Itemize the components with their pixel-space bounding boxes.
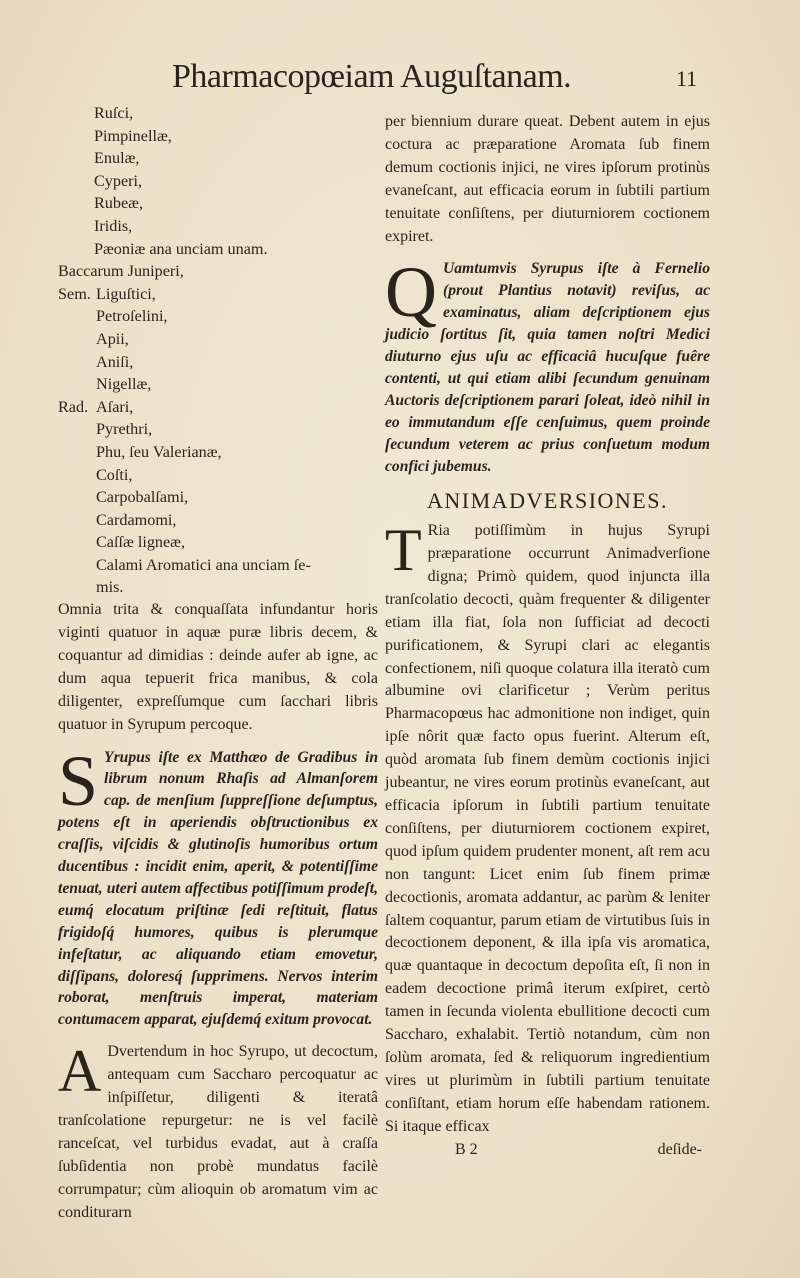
ingredient-name: Carpobalſami, bbox=[96, 488, 189, 507]
ingredient-line bbox=[58, 509, 378, 532]
ingredient-name: Pæoniæ ana unciam unam. bbox=[94, 239, 268, 258]
ingredient-name: mis. bbox=[96, 578, 124, 597]
fernelio-note-text: Uamtumvis Syrupus iſte à Fernelio (prout Plantius notavit) reviſus, ac examinatus, aliam deſcriptionem ejus judicio ſortitus ſit, quia tamen noſtri Medici diuturno ejus uſu ac efficaciâ hucuſque fuêre contenti, ut qui etiam alibi ſecundum genuinam Auctoris deſcriptionem parari ſoleat, ideò nihil in eo immutandum eſſe cenſuimus, quem proinde ſecundum veterem ac prius conſuetum modum confici jubemus. bbox=[385, 260, 710, 475]
animadversiones-text: Ria potiſſimùm in hujus Syrupi præparatione occurrunt Animadverſione digna; Primò quidem, quod injuncta illa tranſcolatio decocti, quàm frequenter & diligenter etiam illa fiat, ſola non ſufficiat ad decocti purificationem, & Syrupi clari ac elegantis confectionem, niſi quoque colatura illa iteratò cum albumine ovi clarificetur ; Verùm peritus Pharmacopœus hac admonitione non indiget, quin ipſe nôrit quæ facto opus fuerint. Alterum eſt, quòd aromata ſub finem demùm coctionis injici jubeantur, ne vires eorum protinùs evaneſcant, aut efficacia ipſorum in ſubtili partium tenuitate conſiſtens, per diuturniorem coctionem expiret, quod ipſum quidem prudenter monent, aſt rem acu non tangunt: Licet enim ſub finem primæ decoctionis, aromata addantur, ac parùm & leniter ſaltem coquantur, parum etiam de virtutibus ſuis in decoctionem deponent, & illa ipſa vis aromatica, quæ quantaque in decoctum depoſita eſt, ſi non in eadem decoctione primâ iterum exſpiret, certò tamen in ſecunda violenta ebullitione decocti cum Saccharo, exhalabit. Tertiò notandum, cùm non ſolùm aromata, ſed & reliquorum ingredientium vires ut plurimùm in ſubtili partium tenuitate conſiſtant, etiam horum eſſe habendam rationem. Si itaque efficax bbox=[385, 522, 710, 1135]
ingredient-line bbox=[58, 576, 378, 599]
ingredient-name: Pimpinellæ, bbox=[94, 126, 172, 145]
ingredient-line bbox=[58, 215, 378, 238]
ingredient-line bbox=[58, 147, 378, 170]
ingredient-line bbox=[58, 305, 378, 328]
drop-cap-s: S bbox=[58, 740, 99, 821]
ingredient-name: Aniſi, bbox=[96, 352, 134, 371]
ingredient-line bbox=[58, 396, 378, 419]
ingredient-line bbox=[58, 441, 378, 464]
left-column bbox=[58, 102, 378, 1225]
ingredient-line bbox=[58, 328, 378, 351]
preparation-paragraph: Omnia trita & conquaſſata infundantur horis viginti quatuor in aquæ puræ libris decem, & coquantur ad dimidias : deinde aufer ab igne, ac dum aqua tepuerit frica manibus, & cola diligenter, expreſſumque cum ſacchari libris quatuor in Syrupum percoque. bbox=[58, 601, 378, 733]
ingredient-line bbox=[58, 373, 378, 396]
ingredient-name: Rubeæ, bbox=[94, 194, 144, 213]
ingredient-line bbox=[58, 283, 378, 306]
ingredient-name: Iridis, bbox=[94, 216, 133, 235]
ingredient-name: Cyperi, bbox=[94, 171, 143, 190]
right-column bbox=[385, 111, 710, 1161]
ingredient-line bbox=[58, 554, 378, 577]
page-footer bbox=[385, 1139, 710, 1162]
ingredient-name: Liguſtici, bbox=[96, 284, 156, 303]
ingredient-name: Nigellæ, bbox=[96, 375, 152, 394]
ingredient-line bbox=[58, 260, 378, 283]
ingredient-line bbox=[58, 170, 378, 193]
signature-mark: B 2 bbox=[455, 1140, 478, 1158]
advertendum-text: Dvertendum in hoc Syrupo, ut decoctum, antequam cum Saccharo percoquatur ac inſpiſſetur, diligenti & iteratâ tranſcolatione repurgetur: ne is vel facilè ranceſcat, vel turbidus evadat, aut à craſſa ſubſidentia non probè mundatus facilè corrumpatur; cùm alioquin ob aromatum vim ac conditurarn bbox=[58, 1043, 378, 1221]
ingredient-name: Calami Aromatici ana unciam ſe- bbox=[96, 555, 311, 574]
animadversiones-paragraph bbox=[385, 517, 710, 1138]
ingredient-name: Baccarum Juniperi, bbox=[58, 262, 184, 281]
ingredient-line bbox=[58, 486, 378, 509]
ingredient-name: Ruſci, bbox=[94, 104, 134, 122]
page-header bbox=[0, 58, 800, 102]
running-title: Pharmacopœiam Auguſtanam. bbox=[172, 58, 572, 95]
page-number: 11 bbox=[676, 66, 698, 91]
ingredient-name: Enulæ, bbox=[94, 149, 140, 168]
drop-cap-t: T bbox=[385, 517, 422, 584]
continuation-paragraph: per biennium durare queat. Debent autem in ejus coctura ac præparatione Aromata ſub finem demum coctionis injici, ne vires ipſorum protinùs evaneſcant, aut efficacia eorum in ſubtili partium tenuitate conſiſtens, per diuturniorem coctionem expiret. bbox=[385, 113, 710, 245]
ingredient-name: Apii, bbox=[96, 329, 129, 348]
ingredient-name: Petroſelini, bbox=[96, 307, 168, 326]
fernelio-note bbox=[385, 252, 710, 477]
ingredient-name: Phu, ſeu Valerianæ, bbox=[96, 442, 222, 461]
ingredient-name: Aſari, bbox=[96, 397, 134, 416]
ingredient-name: Coſti, bbox=[96, 465, 133, 484]
commentary-note bbox=[58, 740, 378, 1032]
ingredient-line bbox=[58, 351, 378, 374]
ingredient-list bbox=[58, 102, 378, 599]
ingredient-name: Cardamomi, bbox=[96, 510, 177, 529]
catchword: deſide- bbox=[657, 1140, 702, 1158]
ingredient-line bbox=[58, 464, 378, 487]
ingredient-group-label: Rad. bbox=[58, 397, 89, 416]
ingredient-line bbox=[58, 418, 378, 441]
ingredient-line bbox=[58, 125, 378, 148]
ingredient-line bbox=[58, 192, 378, 215]
drop-cap-q: Q bbox=[385, 252, 437, 333]
ingredient-group-label: Sem. bbox=[58, 284, 91, 303]
ingredient-name: Pyrethri, bbox=[96, 420, 153, 439]
section-heading: ANIMADVERSIONES. bbox=[427, 487, 668, 513]
advertendum-paragraph bbox=[58, 1038, 378, 1224]
ingredient-line bbox=[58, 102, 378, 125]
ingredient-name: Caſſæ ligneæ, bbox=[96, 533, 186, 552]
commentary-note-text: Yrupus iſte ex Matthæo de Gradibus in librum nonum Rhaſis ad Almanſorem cap. de menſium ſuppreſſione deſumptus, potens eſt in aperiendis obſtructionibus ex craſſis, viſcidis & glutinoſis humoribus ortum ducentibus : incidit enim, aperit, & potentiſſime tenuat, uteri autem affectibus potiſſimum prodeſt, eumq́ elocatum priſtinæ ſedi reſtituit, flatus frigidoſq́ humores, quibus is plerumque infeſtatur, ac aliquando etiam emovetur, diſſipans, doloresq́ ſupprimens. Nervos interim roborat, menſtruis imperat, materiam contumacem apparat, ejuſdemq́ exitum provocat. bbox=[58, 748, 378, 1029]
drop-cap-a: A bbox=[58, 1038, 102, 1105]
ingredient-line bbox=[58, 238, 378, 261]
ingredient-line bbox=[58, 531, 378, 554]
